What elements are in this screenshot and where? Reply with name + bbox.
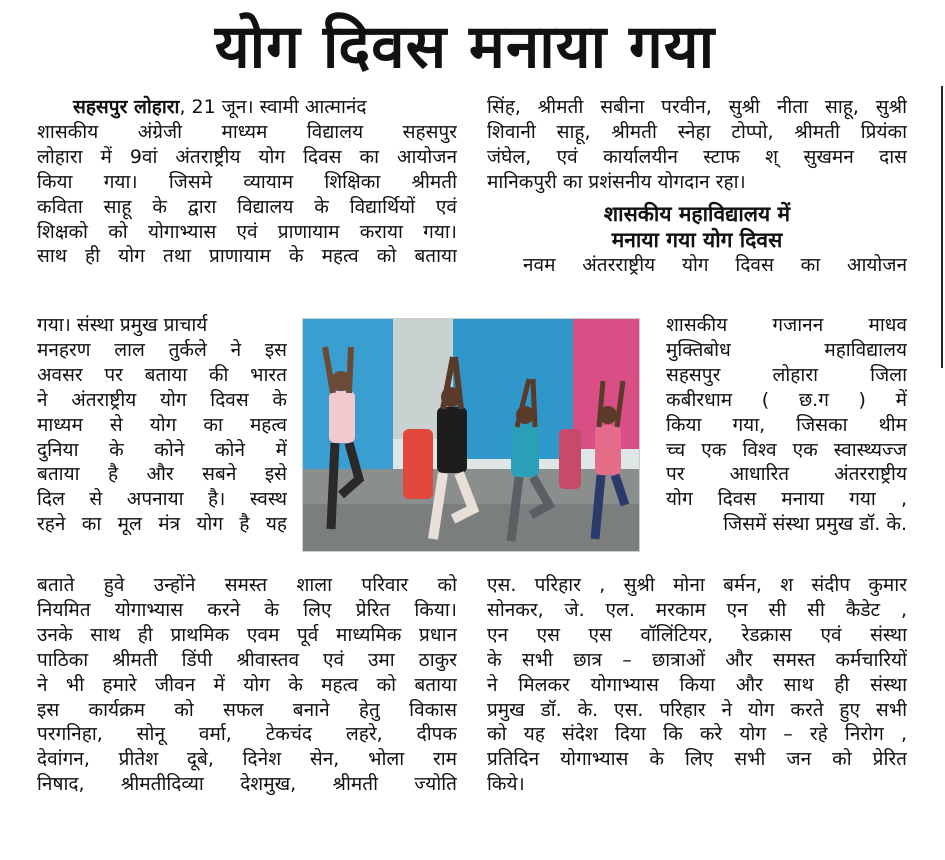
left-text-line: शासकीय अंग्रेजी माध्यम विद्यालय सहसपुर bbox=[37, 120, 457, 143]
next-article-top-edge bbox=[260, 846, 900, 860]
left-wrap-line: दिल से अपनाया है। स्वस्थ bbox=[37, 488, 287, 511]
left-bottom-line: पाठिका श्रीमती डिंपी श्रीवास्तव एवं उमा ठाकुर bbox=[37, 648, 457, 671]
yoga-group-photo bbox=[302, 318, 640, 552]
right-bottom-line: सोनकर, जे. एल. मरकाम एन सी सी कैडेट , bbox=[487, 598, 907, 621]
right-text-line: जंघेल, एवं कार्यालयीन स्टाफ श् सुखमन दास bbox=[487, 145, 907, 168]
left-bottom-line: इस कार्यक्रम को सफल बनाने हेतु विकास bbox=[37, 698, 457, 721]
right-bottom-line: प्रतिदिन योगाभ्यास के लिए सभी जन को प्रेरित bbox=[487, 748, 907, 771]
dateline: सहसपुर लोहारा bbox=[73, 96, 180, 118]
left-bottom-line: बताते हुवे उन्होंने समस्त शाला परिवार को bbox=[37, 574, 457, 596]
right-wrap-column bbox=[666, 313, 907, 537]
right-wrap-line: च्च एक विश्व एक स्वास्थ्यज्ज bbox=[666, 438, 907, 461]
right-bottom-line: ने मिलकर योगाभ्यास किया और साथ ही संस्था bbox=[487, 673, 907, 696]
left-text-line: लोहारा में 9वां अंतराष्ट्रीय योग दिवस का आयोजन bbox=[37, 145, 457, 168]
right-bottom-line: को यह संदेश दिया कि करे योग – रहे निरोग , bbox=[487, 723, 907, 746]
left-wrap-line: रहने का मूल मंत्र योग है यह bbox=[37, 513, 287, 536]
right-column-top bbox=[487, 95, 907, 278]
right-bottom-line: किये। bbox=[487, 773, 525, 796]
right-wrap-line: जिसमें संस्था प्रमुख डॉ. के. bbox=[723, 513, 907, 536]
right-wrap-line: मुक्तिबोध महाविद्यालय bbox=[666, 338, 907, 361]
left-column bbox=[37, 95, 457, 269]
left-wrap-line: ने अंतराष्ट्रीय योग दिवस के bbox=[37, 388, 287, 411]
left-bottom-line: उनके साथ ही प्राथमिक एवम पूर्व माध्यमिक प्रधान bbox=[37, 623, 457, 646]
right-text-line: सिंह, श्रीमती सबीना परवीन, सुश्री नीता साहू, सुश्री bbox=[487, 96, 907, 118]
column-divider bbox=[941, 86, 943, 368]
right-bottom-line: प्रमुख डॉ. के. एस. परिहार ने योग करते हुए सभी bbox=[487, 698, 907, 721]
left-bottom-line: परगनिहा, सोनू वर्मा, टेकचंद लहरे, दीपक bbox=[37, 723, 457, 746]
right-bottom-line: के सभी छात्र – छात्राओं और समस्त कर्मचारियों bbox=[487, 648, 907, 671]
left-wrap-line: दुनिया के कोने कोने में bbox=[37, 438, 287, 461]
left-text-line: शिक्षको को योगाभ्यास एवं प्राणायाम कराया गया। bbox=[37, 220, 457, 243]
right-text-line: शिवानी साहू, श्रीमती स्नेहा टोप्पो, श्रीमती प्रियंका bbox=[487, 120, 907, 143]
left-bottom-line: ने भी हमारे जीवन में योग के महत्व को बताया bbox=[37, 673, 457, 696]
left-wrap-line: मनहरण लाल तुर्कले ने इस bbox=[37, 338, 287, 361]
left-wrap-line: बताया है और सबने इसे bbox=[37, 463, 287, 486]
right-bottom-line: एस. परिहार , सुश्री मोना बर्मन, श संदीप कुमार bbox=[487, 574, 907, 596]
left-text-line: किया गया। जिसमे व्यायाम शिक्षिका श्रीमती bbox=[37, 170, 457, 193]
left-bottom-line: निषाद, श्रीमतीदिव्या देशमुख, श्रीमती ज्योति bbox=[37, 773, 457, 796]
right-wrap-line: योग दिवस मनाया गया , bbox=[666, 488, 907, 511]
right-wrap-line: शासकीय गजानन माधव bbox=[666, 314, 907, 336]
headline: योग दिवस मनाया गया bbox=[214, 12, 716, 82]
right-wrap-line: सहसपुर लोहारा जिला bbox=[666, 363, 907, 386]
right-wrap-line: पर आधारित अंतरराष्ट्रीय bbox=[666, 463, 907, 486]
right-bottom-column bbox=[487, 573, 907, 797]
left-text-line: कविता साहू के द्वारा विद्यालय के विद्यार्थियों एवं bbox=[37, 195, 457, 218]
right-bottom-line: एन एस एस वॉलिंटियर, रेडक्रास एवं संस्था bbox=[487, 623, 907, 646]
left-bottom-line: देवांगन, प्रीतेश दूबे, दिनेश सेन, भोला राम bbox=[37, 748, 457, 771]
left-wrap-line: गया। संस्था प्रमुख प्राचार्य bbox=[37, 314, 208, 336]
left-text-line: साथ ही योग तथा प्राणायाम के महत्व को बताया bbox=[37, 245, 457, 268]
left-wrap-column bbox=[37, 313, 287, 537]
right-wrap-line: किया गया, जिसका थीम bbox=[666, 413, 907, 436]
yoga-photo-illustration bbox=[303, 319, 639, 551]
left-wrap-line: माध्यम से योग का महत्व bbox=[37, 413, 287, 436]
left-bottom-column bbox=[37, 573, 457, 797]
right-text-line: मानिकपुरी का प्रशंसनीय योगदान रहा। bbox=[487, 170, 746, 193]
subheading-line-2: मनाया गया योग दिवस bbox=[611, 227, 783, 252]
left-first-line bbox=[37, 95, 457, 120]
left-wrap-line: अवसर पर बताया की भारत bbox=[37, 363, 287, 386]
left-bottom-line: नियमित योगाभ्यास करने के लिए प्रेरित किया। bbox=[37, 598, 457, 621]
left-text-line: , 21 जून। स्वामी आत्मानंद bbox=[179, 96, 367, 118]
right-wrap-line: कबीरधाम ( छ.ग ) में bbox=[666, 388, 907, 411]
subheading-line-1: शासकीय महाविद्यालय में bbox=[603, 201, 791, 226]
right-intro-line: नवम अंतरराष्ट्रीय योग दिवस का आयोजन bbox=[523, 253, 907, 276]
